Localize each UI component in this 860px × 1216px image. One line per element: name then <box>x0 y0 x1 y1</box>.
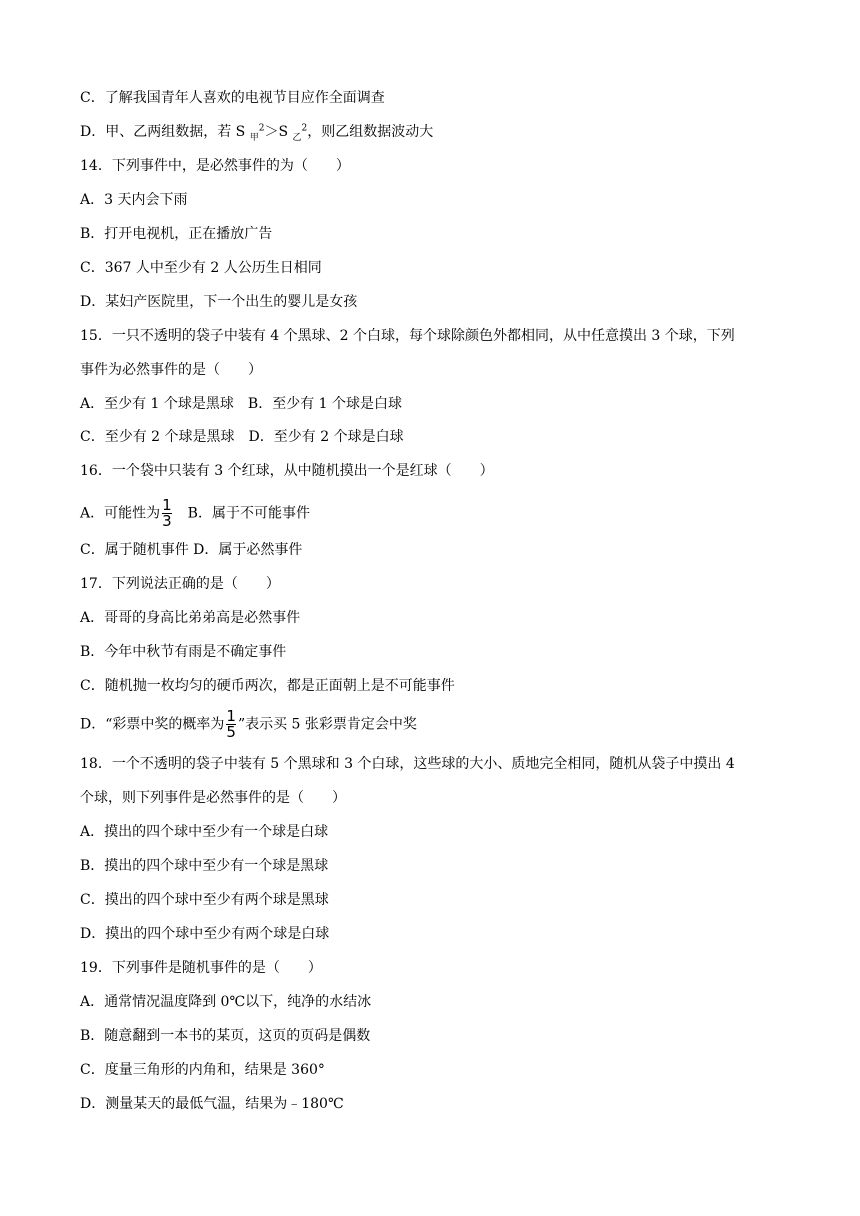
q14-option-b: B．打开电视机，正在播放广告 <box>80 226 273 242</box>
q19-option-d: D．测量某天的最低气温，结果为﹣180℃ <box>80 1096 344 1112</box>
superscript-2b: 2 <box>301 123 308 134</box>
q15-options-cd <box>80 427 404 447</box>
q15-option-b: B．至少有 1 个球是白球 <box>247 396 403 412</box>
q16-option-b: B．属于不可能事件 <box>187 505 310 522</box>
option-d-prefix: D．甲、乙两组数据，若 S <box>80 124 250 140</box>
q16-option-a: A．可能性为 <box>80 505 161 522</box>
q14-option-d: D．某妇产医院里，下一个出生的婴儿是女孩 <box>80 294 358 310</box>
question-16: 16．一个袋中只装有 3 个红球，从中随机摸出一个是红球（ ） <box>80 463 494 479</box>
subscript-yi: 乙 <box>292 132 302 143</box>
fraction-numerator: 1 <box>162 496 172 514</box>
question-15-line1: 15．一只不透明的袋子中装有 4 个黑球、2 个白球，每个球除颜色外都相同，从中任意摸出 3 个球，下列 <box>80 328 735 344</box>
q18-option-d: D．摸出的四个球中至少有两个球是白球 <box>80 926 330 942</box>
fraction-one-fifth <box>225 709 237 740</box>
q17-option-d-prefix: D．“彩票中奖的概率为 <box>80 716 225 733</box>
question-18-line1: 18．一个不透明的袋子中装有 5 个黑球和 3 个白球，这些球的大小、质地完全相同，随机从袋子中摸出 4 <box>80 756 735 772</box>
q15-option-d: D．至少有 2 个球是白球 <box>248 429 404 445</box>
fraction-one-third <box>161 498 173 529</box>
q15-option-a: A．至少有 1 个球是黑球 <box>80 396 234 412</box>
question-14: 14．下列事件中，是必然事件的为（ ） <box>80 158 350 174</box>
greater-than-s: ＞S <box>264 124 293 140</box>
option-d-variance <box>80 122 433 142</box>
q17-option-d <box>80 707 417 741</box>
q15-options-ab <box>80 394 402 414</box>
q16-options-ab <box>80 496 310 530</box>
q19-option-a: A．通常情况温度降到 0℃以下，纯净的水结冰 <box>80 994 372 1010</box>
question-15-line2: 事件为必然事件的是（ ） <box>80 362 262 378</box>
fraction-denominator: 3 <box>162 512 172 530</box>
q19-option-c: C．度量三角形的内角和，结果是 360° <box>80 1062 325 1078</box>
q18-option-c: C．摸出的四个球中至少有两个球是黑球 <box>80 892 329 908</box>
question-18-line2: 个球，则下列事件是必然事件的是（ ） <box>80 790 346 806</box>
q19-option-b: B．随意翻到一本书的某页，这页的页码是偶数 <box>80 1028 371 1044</box>
q17-option-a: A．哥哥的身高比弟弟高是必然事件 <box>80 610 301 626</box>
q17-option-d-suffix: ”表示买 5 张彩票肯定会中奖 <box>237 716 417 733</box>
q15-option-c: C．至少有 2 个球是黑球 <box>80 429 235 445</box>
fraction-denominator: 5 <box>226 723 236 741</box>
q16-options-cd: C．属于随机事件 D．属于必然事件 <box>80 542 303 558</box>
q17-option-b: B．今年中秋节有雨是不确定事件 <box>80 644 287 660</box>
question-19: 19．下列事件是随机事件的是（ ） <box>80 960 322 976</box>
question-17: 17．下列说法正确的是（ ） <box>80 576 280 592</box>
superscript-2: 2 <box>258 123 265 134</box>
q14-option-a: A．3 天内会下雨 <box>80 192 188 208</box>
subscript-jia: 甲 <box>249 132 259 143</box>
q14-option-c: C．367 人中至少有 2 人公历生日相同 <box>80 260 322 276</box>
option-d-suffix: ，则乙组数据波动大 <box>307 124 434 140</box>
q18-option-a: A．摸出的四个球中至少有一个球是白球 <box>80 824 329 840</box>
q17-option-c: C．随机抛一枚均匀的硬币两次，都是正面朝上是不可能事件 <box>80 678 455 694</box>
fraction-numerator: 1 <box>226 707 236 725</box>
q18-option-b: B．摸出的四个球中至少有一个球是黑球 <box>80 858 329 874</box>
option-c-text: C．了解我国青年人喜欢的电视节目应作全面调查 <box>80 90 385 106</box>
